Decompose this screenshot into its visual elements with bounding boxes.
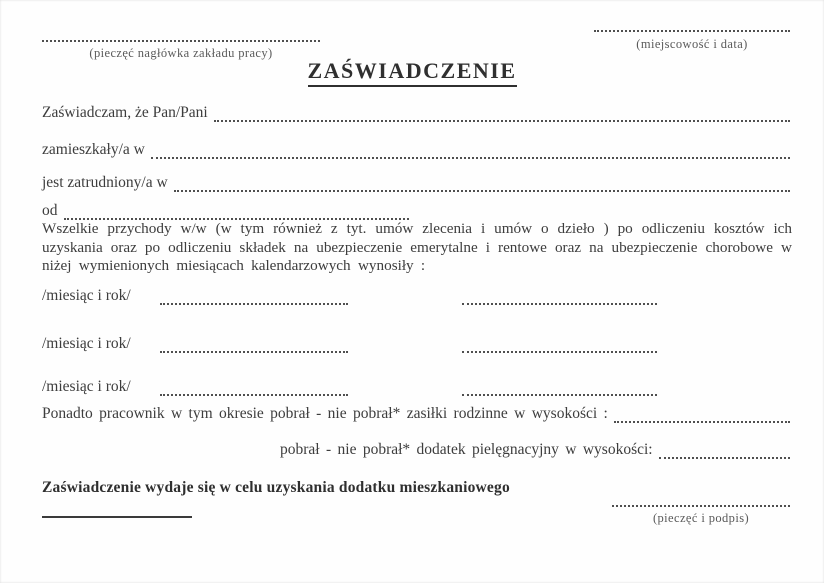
amount-blank [462, 288, 657, 305]
purpose-statement: Zaświadczenie wydaje się w celu uzyskania dodatku mieszkaniowego [42, 479, 510, 496]
month-year-label: /miesiąc i rok/ [42, 335, 131, 352]
signature-caption: (pieczęć i podpis) [652, 511, 750, 525]
place-date-caption: (miejscowość i data) [636, 37, 748, 51]
employer-blank [174, 175, 790, 192]
amount-blank [462, 336, 657, 353]
income-paragraph: Wszelkie przychody w/w (w tym również z tyt. umów zlecenia i umów o dzieło ) po odliczeniu kosztów ich uzyskania oraz po odliczeniu składek na ubezpieczenie emerytalne i rentowe oraz na ubezpieczenie chorobowe w niżej wymienionych miesiącach kalendarzowych wynosiły : [42, 220, 792, 275]
month-year-label: /miesiąc i rok/ [42, 378, 131, 395]
care-allowance-row [280, 441, 790, 459]
bottom-rule [42, 516, 192, 518]
month-row [42, 287, 657, 305]
month-blank [160, 288, 348, 305]
family-allowance-row [42, 405, 790, 423]
document-title: ZAŚWIADCZENIE [308, 58, 517, 87]
signature-line [612, 505, 790, 507]
employment-start-blank [64, 203, 409, 220]
residing-label: zamieszkały/a w [42, 141, 145, 158]
certify-row [42, 104, 790, 122]
family-allowance-label: Ponadto pracownik w tym okresie pobrał - nie pobrał* zasiłki rodzinne w wysokości : [42, 405, 608, 422]
since-label: od [42, 202, 58, 219]
employed-row [42, 174, 790, 192]
month-row [42, 335, 657, 353]
month-blank [160, 336, 348, 353]
employer-stamp-line [42, 40, 320, 42]
certify-label: Zaświadczam, że Pan/Pani [42, 104, 208, 121]
month-year-label: /miesiąc i rok/ [42, 287, 131, 304]
person-name-blank [214, 105, 790, 122]
month-row [42, 378, 657, 396]
month-blank [160, 379, 348, 396]
place-date-line [594, 30, 790, 32]
employed-label: jest zatrudniony/a w [42, 174, 168, 191]
employer-stamp-caption: (pieczęć nagłówka zakładu pracy) [89, 46, 273, 60]
document-title-wrap [0, 58, 824, 87]
care-allowance-label: pobrał - nie pobrał* dodatek pielęgnacyjny w wysokości: [280, 441, 653, 458]
since-row [42, 202, 790, 220]
residing-row [42, 141, 790, 159]
amount-blank [462, 379, 657, 396]
address-blank [151, 142, 790, 159]
family-allowance-amount-blank [614, 406, 790, 423]
care-allowance-amount-blank [659, 442, 790, 459]
